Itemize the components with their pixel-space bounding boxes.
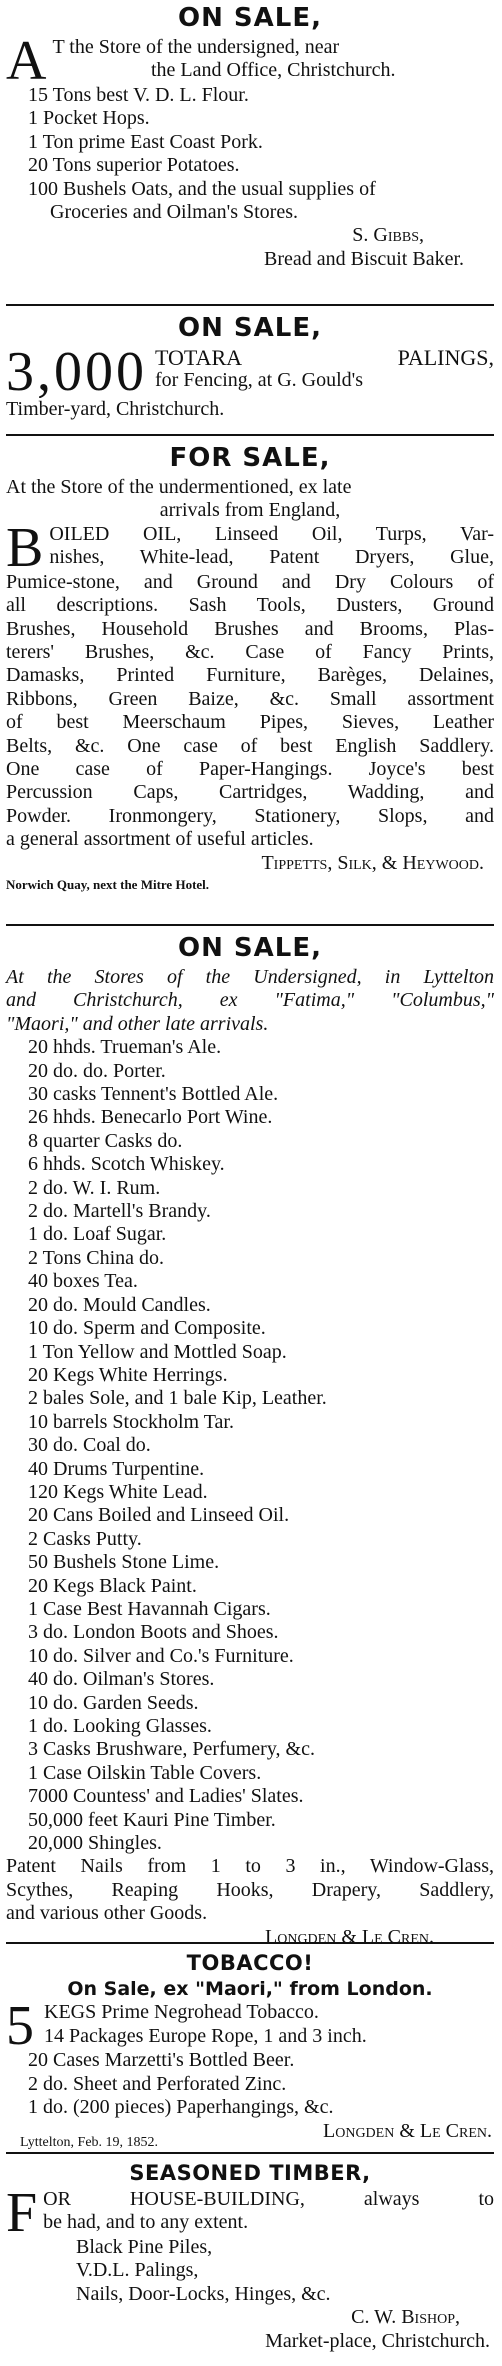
list-item: 15 Tons best V. D. L. Flour. bbox=[28, 84, 249, 106]
drop-cap: 5 bbox=[6, 2001, 34, 2050]
ad-text-line: Timber-yard, Christchurch. bbox=[6, 398, 225, 420]
list-item: 1 Case Best Havannah Cigars. bbox=[28, 1597, 271, 1620]
ad-text-line: all descriptions. Sash Tools, Dusters, Ground bbox=[6, 594, 494, 617]
ad-text-line: terers' Brushes, &c. Case of Fancy Prints, bbox=[6, 641, 494, 664]
drop-cap: A bbox=[6, 36, 47, 84]
list-item: 30 casks Tennent's Bottled Ale. bbox=[28, 1083, 279, 1106]
ad-text-line: "Maori," and other late arrivals. bbox=[6, 1012, 269, 1035]
list-item: 1 do. (200 pieces) Paperhangings, &c. bbox=[28, 2096, 334, 2119]
ad-heading: ON SALE, bbox=[178, 3, 322, 33]
ad-text-line: Powder. Ironmongery, Stationery, Slops, and bbox=[6, 804, 494, 827]
list-item: 1 Ton prime East Coast Pork. bbox=[28, 130, 263, 153]
divider bbox=[6, 924, 494, 926]
ad-text-line: At the Stores of the Undersigned, in Lyttelton bbox=[6, 966, 494, 988]
list-item: 1 do. Loaf Sugar. bbox=[28, 1223, 167, 1246]
dateline: Lyttelton, Feb. 19, 1852. bbox=[20, 2135, 159, 2151]
list-item: 10 barrels Stockholm Tar. bbox=[28, 1410, 234, 1433]
list-item: 3 do. London Boots and Shoes. bbox=[28, 1621, 279, 1644]
list-item: 2 Tons China do. bbox=[28, 1246, 165, 1269]
list-item: 10 do. Silver and Co.'s Furniture. bbox=[28, 1644, 294, 1667]
ad-opening bbox=[6, 523, 494, 571]
signature: Longden & Le Cren. bbox=[323, 2119, 492, 2142]
list-item: Nails, Door-Locks, Hinges, &c. bbox=[76, 2282, 331, 2305]
list-item: 30 do. Coal do. bbox=[28, 1434, 151, 1457]
ad-subheading: On Sale, ex "Maori," from London. bbox=[67, 1978, 433, 2000]
list-item: 100 Bushels Oats, and the usual supplies of bbox=[28, 177, 376, 200]
ad-heading: TOBACCO! bbox=[186, 1951, 314, 1975]
ad-tippetts bbox=[6, 440, 494, 920]
ad-opening bbox=[6, 346, 494, 398]
list-item: 20 Tons superior Potatoes. bbox=[28, 154, 240, 177]
ad-text-line: and various other Goods. bbox=[6, 1902, 208, 1925]
list-item: 10 do. Sperm and Composite. bbox=[28, 1317, 266, 1340]
ad-text-line: OILED OIL, Linseed Oil, Turps, Var- bbox=[49, 522, 494, 545]
ad-text-line: TOTARA PALINGS, bbox=[155, 346, 494, 370]
list-item: 3 Casks Brushware, Perfumery, &c. bbox=[28, 1738, 315, 1761]
ad-heading: ON SALE, bbox=[178, 933, 322, 963]
list-item: 20,000 Shingles. bbox=[28, 1832, 162, 1855]
ad-heading: ON SALE, bbox=[178, 313, 322, 343]
list-item: 50,000 feet Kauri Pine Timber. bbox=[28, 1808, 276, 1831]
list-item: 40 boxes Tea. bbox=[28, 1270, 138, 1293]
ad-tobacco bbox=[6, 1948, 494, 2151]
ad-text-line: Damasks, Printed Furniture, Barèges, Delaines, bbox=[6, 664, 494, 687]
list-item: 20 Kegs Black Paint. bbox=[28, 1574, 197, 1597]
list-item: 20 Kegs White Herrings. bbox=[28, 1363, 228, 1386]
signature-title: Bread and Biscuit Baker. bbox=[264, 247, 464, 270]
signature: Longden & Le Cren. bbox=[265, 1925, 434, 1948]
list-item: 10 do. Garden Seeds. bbox=[28, 1691, 199, 1714]
ad-heading: FOR SALE, bbox=[169, 443, 331, 473]
list-item: 6 hhds. Scotch Whiskey. bbox=[28, 1153, 225, 1176]
ad-bishop bbox=[6, 2158, 494, 2352]
ad-text-line: Patent Nails from 1 to 3 in., Window-Glass, bbox=[6, 1855, 494, 1878]
ad-text-line: nishes, White-lead, Patent Dryers, Glue, bbox=[49, 546, 494, 569]
list-item: 1 Ton Yellow and Mottled Soap. bbox=[28, 1340, 287, 1363]
list-item: 40 do. Oilman's Stores. bbox=[28, 1668, 215, 1691]
ad-text-line: One case of Paper-Hangings. Joyce's best bbox=[6, 758, 494, 781]
ad-text-line: arrivals from England, bbox=[159, 499, 341, 522]
ad-text-line: of best Meerschaum Pipes, Sieves, Leather bbox=[6, 711, 494, 734]
ad-text-line: Pumice-stone, and Ground and Dry Colours of bbox=[6, 570, 494, 593]
list-item: 20 do. do. Porter. bbox=[28, 1059, 166, 1082]
list-item: 26 hhds. Benecarlo Port Wine. bbox=[28, 1106, 273, 1129]
ad-longden-stores bbox=[6, 930, 494, 1948]
list-item: V.D.L. Palings, bbox=[76, 2259, 199, 2282]
ad-opening bbox=[6, 2188, 494, 2236]
ad-gould bbox=[6, 310, 494, 430]
drop-cap: F bbox=[6, 2188, 38, 2236]
list-item: 14 Packages Europe Rope, 1 and 3 inch. bbox=[44, 2024, 367, 2047]
list-item: 8 quarter Casks do. bbox=[28, 1129, 183, 1152]
list-item: 2 do. Sheet and Perforated Zinc. bbox=[28, 2072, 287, 2095]
ad-opening bbox=[6, 36, 494, 84]
ad-text-line: and Christchurch, ex "Fatima," "Columbus," bbox=[6, 989, 494, 1012]
ad-text-line: At the Store of the undermentioned, ex late bbox=[6, 476, 352, 498]
ad-text-line: Percussion Caps, Cartridges, Wadding, and bbox=[6, 781, 494, 804]
ad-text-line: OR HOUSE-BUILDING, always to bbox=[43, 2188, 494, 2210]
ad-text-line: be had, and to any extent. bbox=[43, 2211, 249, 2234]
list-item: 20 Cans Boiled and Linseed Oil. bbox=[28, 1504, 290, 1527]
ad-text-line: for Fencing, at G. Gould's bbox=[155, 369, 364, 392]
ad-opening bbox=[6, 2001, 494, 2049]
address: Norwich Quay, next the Mitre Hotel. bbox=[6, 877, 210, 893]
signature: Tippetts, Silk, & Heywood. bbox=[261, 851, 484, 874]
ad-text-line: Ribbons, Green Baize, &c. Small assortment bbox=[6, 687, 494, 710]
ad-text-line: KEGS Prime Negrohead Tobacco. bbox=[44, 2001, 319, 2024]
big-number: 3,000 bbox=[6, 346, 147, 398]
list-item: 20 Cases Marzetti's Bottled Beer. bbox=[28, 2049, 295, 2072]
list-item: 20 do. Mould Candles. bbox=[28, 1293, 211, 1316]
divider bbox=[6, 2152, 494, 2154]
list-item: 50 Bushels Stone Lime. bbox=[28, 1551, 220, 1574]
list-item: 40 Drums Turpentine. bbox=[28, 1457, 205, 1480]
ad-text-line: Belts, &c. One case of best English Saddlery. bbox=[6, 734, 494, 757]
list-item: 2 do. W. I. Rum. bbox=[28, 1176, 161, 1199]
address: Market-place, Christchurch. bbox=[265, 2329, 490, 2352]
list-item: 7000 Countess' and Ladies' Slates. bbox=[28, 1785, 304, 1808]
list-item: 1 do. Looking Glasses. bbox=[28, 1715, 212, 1737]
signature: S. Gibbs, bbox=[352, 224, 424, 247]
signature: C. W. Bishop, bbox=[351, 2306, 460, 2329]
drop-cap: B bbox=[6, 522, 44, 571]
list-item: 1 Case Oilskin Table Covers. bbox=[28, 1761, 262, 1784]
list-item: 120 Kegs White Lead. bbox=[28, 1480, 208, 1503]
list-item: Groceries and Oilman's Stores. bbox=[50, 201, 298, 224]
list-item: 1 Pocket Hops. bbox=[28, 107, 150, 130]
ad-text-line: Brushes, Household Brushes and Brooms, Plas- bbox=[6, 617, 494, 640]
list-item: Black Pine Piles, bbox=[76, 2236, 213, 2258]
ad-gibbs bbox=[6, 0, 494, 300]
list-item: 2 bales Sole, and 1 bale Kip, Leather. bbox=[28, 1387, 327, 1410]
ad-text-line: the Land Office, Christchurch. bbox=[150, 59, 396, 82]
list-item: 2 Casks Putty. bbox=[28, 1527, 142, 1550]
ad-text-line: T the Store of the undersigned, near bbox=[52, 36, 340, 58]
item-list bbox=[6, 1036, 494, 1855]
ad-heading: SEASONED TIMBER, bbox=[129, 2161, 371, 2185]
divider bbox=[6, 304, 494, 306]
ad-text-line: a general assortment of useful articles. bbox=[6, 828, 314, 851]
list-item: 2 do. Martell's Brandy. bbox=[28, 1200, 211, 1223]
list-item: 20 hhds. Trueman's Ale. bbox=[28, 1036, 222, 1059]
ad-text-line: Scythes, Reaping Hooks, Drapery, Saddlery, bbox=[6, 1878, 494, 1901]
divider bbox=[6, 434, 494, 436]
